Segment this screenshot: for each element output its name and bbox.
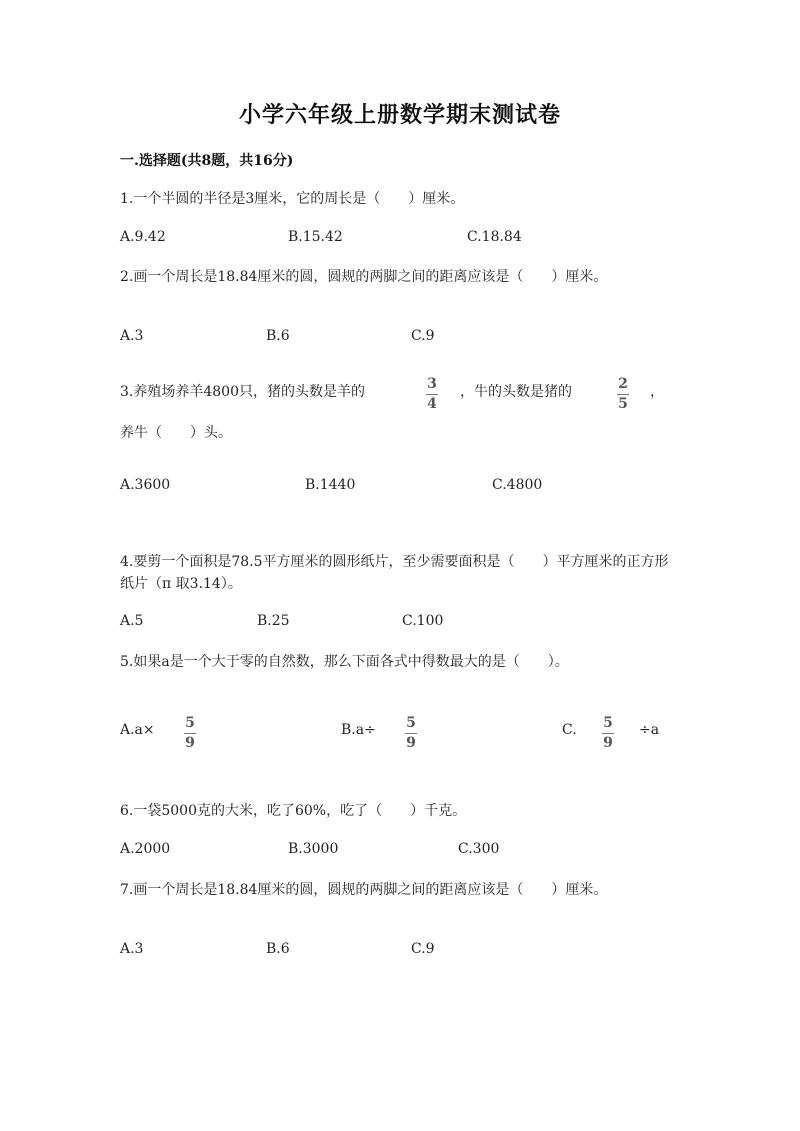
fraction-bar <box>426 394 438 395</box>
q3-fraction-1 <box>426 377 438 412</box>
q3-fraction-1-numerator: 3 <box>427 376 437 392</box>
fraction-bar <box>405 733 417 734</box>
q4-option-b: B.25 <box>257 613 290 629</box>
fraction-bar <box>602 733 614 734</box>
page-title: 小学六年级上册数学期末测试卷 <box>238 102 561 128</box>
q2-option-a: A.3 <box>120 328 144 344</box>
question-6: 6.一袋5000克的大米，吃了60%，吃了（ ）千克。 <box>120 803 467 819</box>
q1-option-b: B.15.42 <box>288 229 343 245</box>
q5-fraction-numerator: 5 <box>603 715 613 731</box>
q5-fraction-denominator: 9 <box>406 735 416 751</box>
q6-option-c: C.300 <box>458 841 500 857</box>
q2-option-b: B.6 <box>266 328 290 344</box>
q3-option-b: B.1440 <box>305 477 356 493</box>
q5-fraction-denominator: 9 <box>603 735 613 751</box>
q4-option-c: C.100 <box>402 613 444 629</box>
q1-option-c: C.18.84 <box>467 229 522 245</box>
q1-option-a: A.9.42 <box>120 229 166 245</box>
q6-option-b: B.3000 <box>288 841 339 857</box>
q6-option-a: A.2000 <box>120 841 171 857</box>
question-3-part3: ， <box>650 384 664 400</box>
q5-fraction-numerator: 5 <box>406 715 416 731</box>
question-3-part2: ，牛的头数是猪的 <box>460 384 572 400</box>
question-5: 5.如果a是一个大于零的自然数，那么下面各式中得数最大的是（ ）。 <box>120 654 569 670</box>
q3-fraction-1-denominator: 4 <box>427 396 437 412</box>
q3-fraction-2-denominator: 5 <box>618 396 628 412</box>
q2-option-c: C.9 <box>411 328 435 344</box>
fraction-bar <box>184 733 196 734</box>
q5-option-b: B.a÷ <box>341 722 376 738</box>
section-heading: 一.选择题(共8题，共16分) <box>120 153 294 169</box>
q5-option-a-fraction <box>184 716 196 751</box>
q3-option-c: C.4800 <box>492 477 543 493</box>
q3-fraction-2 <box>617 377 629 412</box>
question-2: 2.画一个周长是18.84厘米的圆，圆规的两脚之间的距离应该是（ ）厘米。 <box>120 269 608 285</box>
q7-option-c: C.9 <box>411 941 435 957</box>
question-3-part1: 3.养殖场养羊4800只，猪的头数是羊的 <box>120 384 365 400</box>
question-4: 4.要剪一个面积是78.5平方厘米的圆形纸片，至少需要面积是（ ）平方厘米的正方形纸片（π 取3.14）。 <box>120 554 669 592</box>
q5-option-a: A.a× <box>120 722 155 738</box>
q3-option-a: A.3600 <box>120 477 171 493</box>
q5-option-c-suffix: ÷a <box>639 722 660 738</box>
fraction-bar <box>617 394 629 395</box>
q3-fraction-2-numerator: 2 <box>618 376 628 392</box>
question-7: 7.画一个周长是18.84厘米的圆，圆规的两脚之间的距离应该是（ ）厘米。 <box>120 882 608 898</box>
q5-fraction-numerator: 5 <box>185 715 195 731</box>
q7-option-b: B.6 <box>266 941 290 957</box>
q4-option-a: A.5 <box>120 613 144 629</box>
question-3-line2: 养牛（ ）头。 <box>120 425 232 441</box>
q7-option-a: A.3 <box>120 941 144 957</box>
q5-fraction-denominator: 9 <box>185 735 195 751</box>
q5-option-b-fraction <box>405 716 417 751</box>
question-1: 1.一个半圆的半径是3厘米，它的周长是（ ）厘米。 <box>120 191 465 207</box>
q5-option-c: C. <box>562 722 577 738</box>
q5-option-c-fraction <box>602 716 614 751</box>
